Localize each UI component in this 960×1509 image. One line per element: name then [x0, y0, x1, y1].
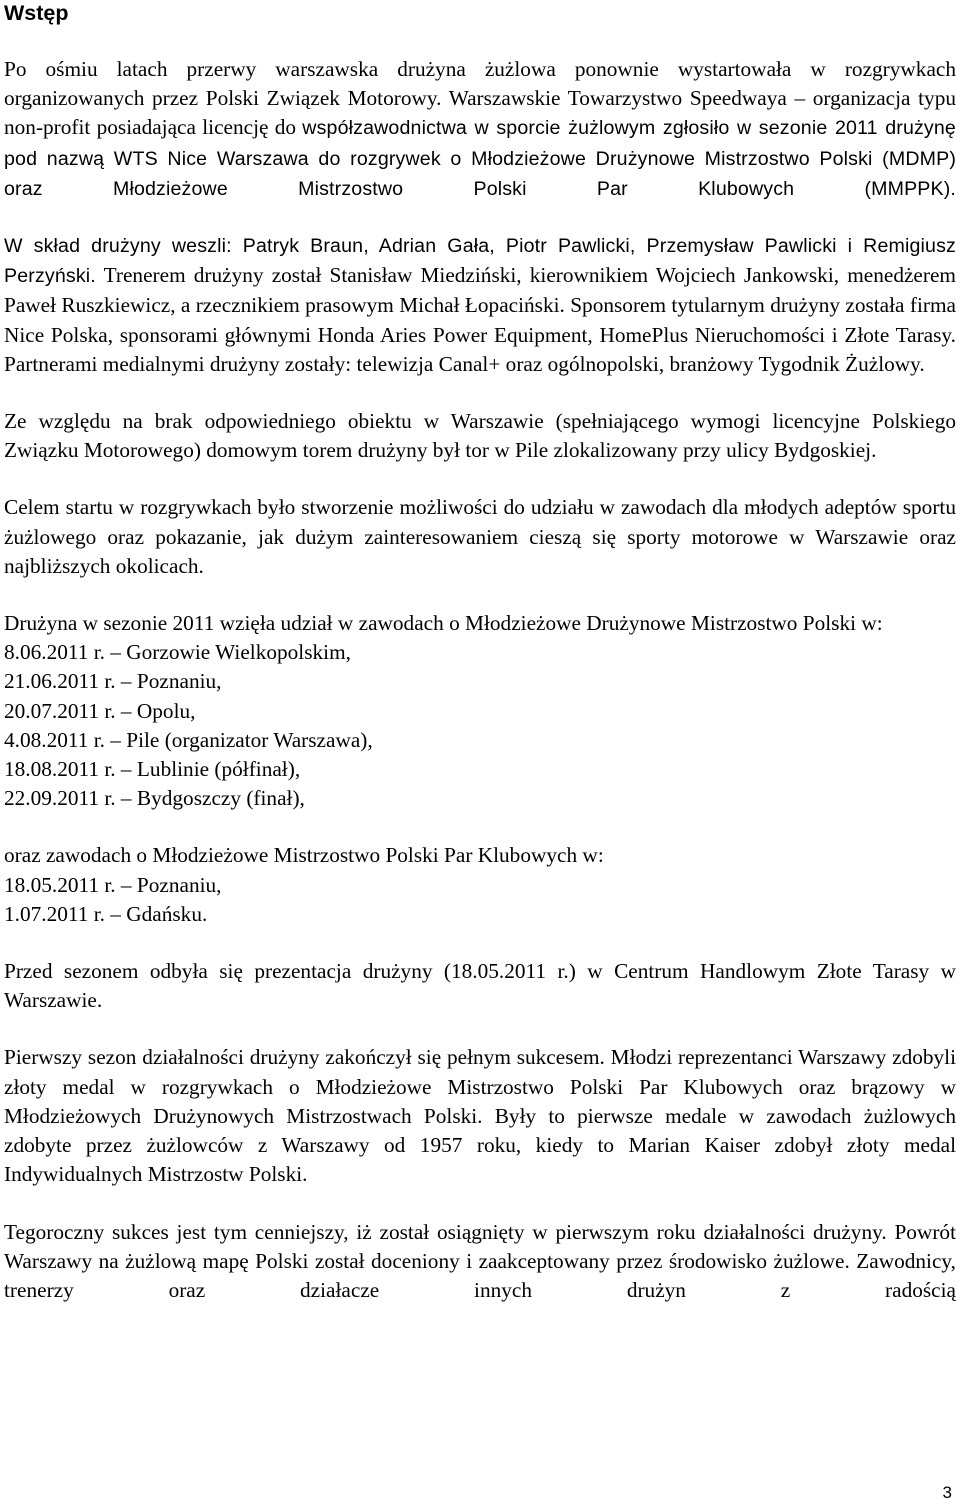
list-item: 21.06.2011 r. – Poznaniu,	[4, 669, 222, 694]
paragraph-mmppk-intro: oraz zawodach o Młodzieżowe Mistrzostwo Polski Par Klubowych w:	[4, 843, 604, 868]
paragraph-intro-sans: współzawodnictwa w sporcie żużlowym zgłosiło w sezonie 2011 drużynę pod nazwą WTS Nice Warszawa do rozgrywek o Młodzieżowe Drużynowe Mistrzostwo Polski (MDMP) oraz Młodzieżowe Mistrzostwo Polski Par Klubowych (MMPPK).	[4, 117, 956, 200]
spacer	[4, 929, 956, 957]
spacer	[4, 204, 956, 231]
paragraph-team-sans: W skład drużyny weszli: Patryk Braun, Adrian Gała, Piotr Pawlicki, Przemysław Pawlicki i Remigiusz Perzyński.	[4, 235, 956, 288]
paragraph-success: Pierwszy sezon działalności drużyny zakończył się pełnym sukcesem. Młodzi reprezentanci Warszawy zdobyli złoty medal w rozgrywkach o Młodzieżowe Mistrzostwo Polski Par Klubowych oraz brązowy w Młodzieżowych Drużynowych Mistrzostwach Polski. Były to pierwsze medale w zawodach żużlowych zdobyte przez żużlowców z Warszawy od 1957 roku, kiedy to Marian Kaiser zdobył złoty medal Indywidualnych Mistrzostw Polski.	[4, 1045, 956, 1187]
list-item: 1.07.2011 r. – Gdańsku.	[4, 901, 208, 926]
spacer	[4, 26, 956, 55]
paragraph-mdmp-intro: Drużyna w sezonie 2011 wzięła udział w zawodach o Młodzieżowe Drużynowe Mistrzostwo Polski w:	[4, 611, 883, 636]
spacer	[4, 581, 956, 609]
paragraph-team-serif: Trenerem drużyny został Stanisław Miedziński, kierownikiem Wojciech Jankowski, menedżerem Paweł Ruszkiewicz, a rzecznikiem prasowym Michał Łopaciński. Sponsorem tytularnym drużyny została firma Nice Polska, sponsorami głównymi Honda Aries Power Equipment, HomePlus Nieruchomości i Złote Tarasy. Partnerami medialnymi drużyny zostały: telewizja Canal+ oraz ogólnopolski, branżowy Tygodnik Żużlowy.	[4, 263, 956, 376]
spacer	[4, 465, 956, 493]
page-number: 3	[942, 1483, 952, 1502]
paragraph-presentation: Przed sezonem odbyła się prezentacja drużyny (18.05.2011 r.) w Centrum Handlowym Złote Tarasy w Warszawie.	[4, 959, 956, 1013]
list-item: 20.07.2011 r. – Opolu,	[4, 698, 196, 723]
paragraph-track: Ze względu na brak odpowiedniego obiektu w Warszawie (spełniającego wymogi licencyjne Polskiego Związku Motorowego) domowym torem drużyny był tor w Pile zlokalizowany przy ulicy Bydgoskiej.	[4, 409, 956, 463]
paragraph-team	[4, 231, 956, 379]
mmppk-event-list	[4, 871, 956, 929]
spacer	[4, 813, 956, 841]
paragraph-recognition: Tegoroczny sukces jest tym cenniejszy, iż został osiągnięty w pierwszym roku działalności drużyny. Powrót Warszawy na żużlową mapę Polski został doceniony i zaakceptowany przez środowisko żużlowe. Zawodnicy, trenerzy oraz działacze innych drużyn z radością	[4, 1219, 956, 1302]
mdmp-event-list	[4, 638, 956, 813]
paragraph-intro-serif: Po ośmiu latach przerwy warszawska drużyna żużlowa ponownie wystartowała w rozgrywkach organizowanych przez Polski Związek Motorowy. Warszawskie Towarzystwo Speedwaya – organizacja typu non-profit posiadająca licencję do	[4, 57, 956, 140]
paragraph-intro	[4, 55, 956, 204]
list-item: 8.06.2011 r. – Gorzowie Wielkopolskim,	[4, 640, 351, 665]
spacer	[4, 379, 956, 407]
spacer	[4, 1015, 956, 1043]
list-item: 18.08.2011 r. – Lublinie (półfinał),	[4, 757, 301, 782]
list-item: 4.08.2011 r. – Pile (organizator Warszawa),	[4, 727, 373, 752]
document-page	[4, 0, 956, 1305]
paragraph-goal: Celem startu w rozgrywkach było stworzenie możliwości do udziału w zawodach dla młodych adeptów sportu żużlowego oraz pokazanie, jak dużym zainteresowaniem cieszą się sporty motorowe w Warszawie oraz najbliższych okolicach.	[4, 495, 956, 578]
section-heading: Wstęp	[4, 1, 69, 25]
list-item: 18.05.2011 r. – Poznaniu,	[4, 872, 222, 897]
spacer	[4, 1190, 956, 1218]
list-item: 22.09.2011 r. – Bydgoszczy (finał),	[4, 786, 305, 811]
